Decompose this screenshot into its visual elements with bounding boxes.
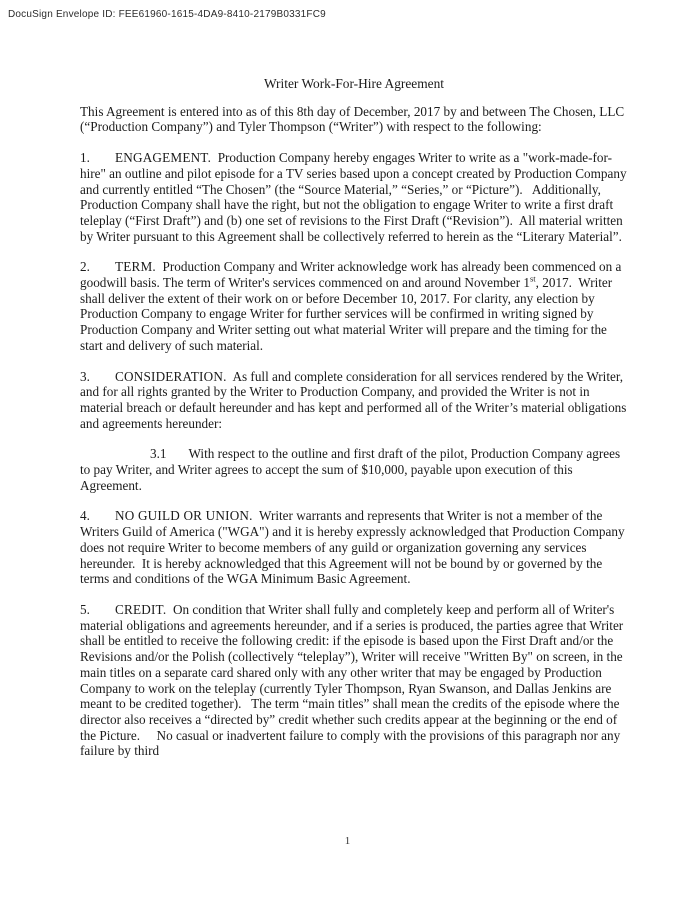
section-body-text: On condition that Writer shall fully and completely keep and perform all of Writer's material obligations and agreements hereunder, and if a series is produced, the parties agree that Writer shall be entitled to receive the following credit: if the episode is based upon the First Draft and/or the Revisions and/or the Polish (collectively “teleplay”), Writer will receive "Written By" on screen, in the main titles on a separate card shared only with any other writer that may be engaged by Production Company to work on the teleplay (currently Tyler Thompson, Ryan Swanson, and Dallas Jenkins are meant to be credited together). The term “main titles” shall mean the credits of the episode where the director also receives a “directed by” credit whether such credits appear at the beginning or the end of the Picture. No casual or inadvertent failure to comply with the provisions of this paragraph nor any failure by third <box>80 601 627 759</box>
sections-container <box>80 150 628 759</box>
section-heading: CONSIDERATION. <box>115 368 227 384</box>
document-content <box>80 76 628 774</box>
section-paragraph <box>80 446 628 493</box>
section-body-superscript: st <box>529 273 536 284</box>
section-paragraph <box>80 508 628 587</box>
docusign-envelope-id-label: DocuSign Envelope ID: FEE61960-1615-4DA9-8410-2179B0331FC9 <box>8 9 326 20</box>
section-number: 5. <box>80 601 90 617</box>
section-heading: CREDIT. <box>115 601 167 617</box>
section-paragraph <box>80 150 628 244</box>
section-heading: ENGAGEMENT. <box>115 150 212 166</box>
section-heading: TERM. <box>115 259 156 275</box>
section-body-text: Writer warrants and represents that Writer is not a member of the Writers Guild of America ("WGA") and it is hereby expressly acknowledged that Production Company does not require Writer to become members of any guild or organization governing any services hereunder. It is hereby acknowledged that this Agreement will not be bound by or governed by the terms and conditions of the WGA Minimum Basic Agreement. <box>80 508 628 587</box>
page-number: 1 <box>344 835 351 847</box>
section-number: 1. <box>80 150 90 166</box>
section-body-text: Production Company hereby engages Writer to write as a "work-made-for-hire" an outline and pilot episode for a TV series based upon a concept created by Production Company and currently entitled “The Chosen” (the “Source Material,” “Series,” or “Picture”). Additionally, Production Company shall have the right, but not the obligation to engage Writer to write a first draft teleplay (“First Draft”) and (b) one set of revisions to the First Draft (“Revision”). All material written by Writer pursuant to this Agreement shall be collectively referred to herein as the “Literary Material”. <box>80 150 630 244</box>
document-title: Writer Work-For-Hire Agreement <box>263 76 445 91</box>
section-body-text: Production Company and Writer acknowledge work has already been commenced on a goodwill basis. The term of Writer's services commenced on and around November 1 <box>80 259 625 291</box>
section-body-text: , 2017. Writer shall deliver the extent of their work on or before December 10, 2017. For clarity, any election by Production Company to engage Writer for further services will be confirmed in writing signed by Production Company and Writer setting out what material Writer will prepare and the timing for the start and delivery of such material. <box>80 275 616 353</box>
intro-paragraph: This Agreement is entered into as of this 8th day of December, 2017 by and between The Chosen, LLC (“Production Company”) and Tyler Thompson (“Writer”) with respect to the following: <box>80 103 628 135</box>
section-number: 3. <box>80 368 90 384</box>
section-number: 3.1 <box>150 446 167 462</box>
section-body-text: As full and complete consideration for all services rendered by the Writer, and for all rights granted by the Writer to Production Company, and provided the Writer is not in material breach or default hereunder and has kept and performed all of the Writer’s material obligations and agreements hereunder: <box>80 368 630 431</box>
section-number: 2. <box>80 259 90 275</box>
section-paragraph <box>80 259 628 353</box>
section-paragraph <box>80 369 628 432</box>
section-paragraph <box>80 602 628 759</box>
section-body-text: With respect to the outline and first draft of the pilot, Production Company agrees to pay Writer, and Writer agrees to accept the sum of $10,000, payable upon execution of this Agreement. <box>80 446 624 493</box>
section-heading: NO GUILD OR UNION. <box>115 508 253 524</box>
section-number: 4. <box>80 508 90 524</box>
